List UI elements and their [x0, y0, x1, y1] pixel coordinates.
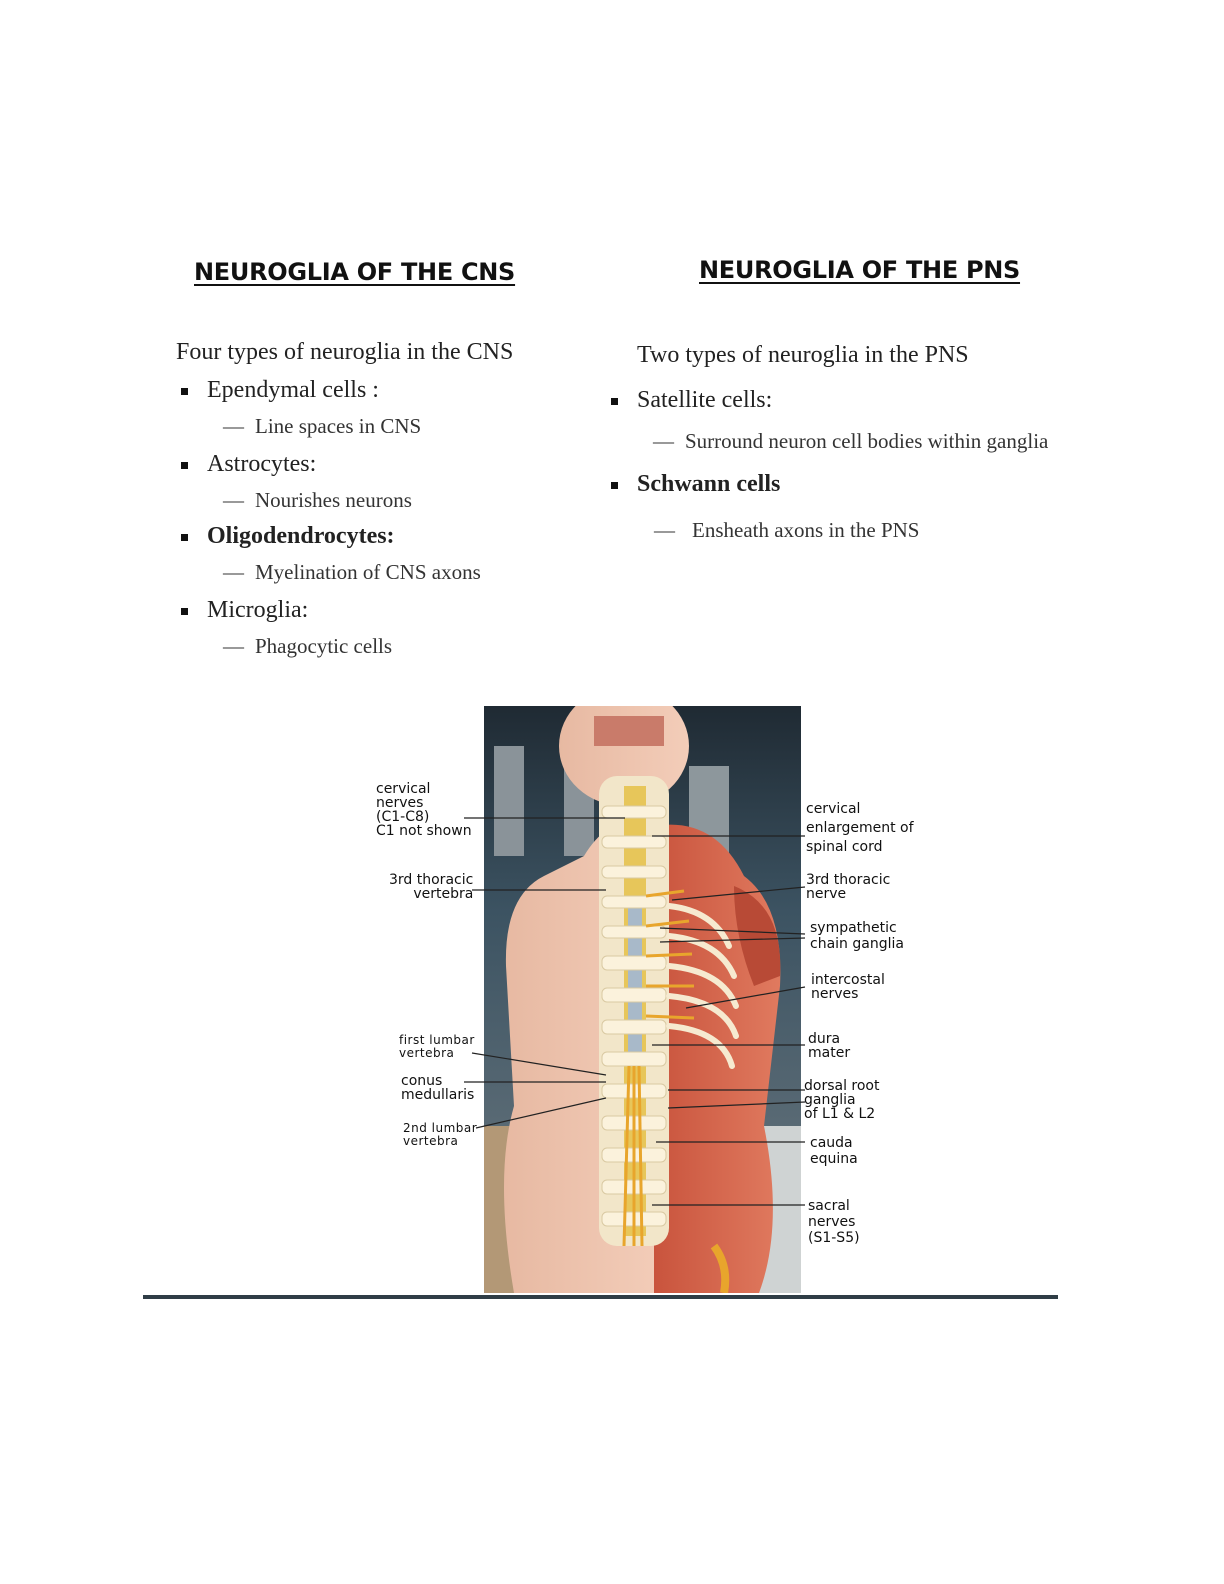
pns-desc-schwann: — Ensheath axons in the PNS — [654, 518, 920, 542]
label-cauda-equina: cauda equina — [810, 1135, 858, 1167]
pns-bullet-satellite: Satellite cells: — [637, 388, 772, 412]
cns-bullet-astrocytes: Astrocytes: — [207, 452, 316, 476]
label-dorsal-root-ganglia: dorsal root ganglia of L1 & L2 — [804, 1078, 880, 1122]
pns-desc-satellite: — Surround neuron cell bodies within ganglia — [653, 429, 1049, 453]
cns-heading: NEUROGLIA OF THE CNS — [194, 258, 516, 286]
label-cervical-nerves: cervical nerves (C1-C8) C1 not shown — [376, 781, 472, 839]
spinal-cord-model-photo — [484, 706, 801, 1293]
label-intercostal-nerves: intercostal nerves — [811, 972, 885, 1002]
cns-desc-microglia: — Phagocytic cells — [223, 634, 393, 658]
cns-desc-oligodendrocytes: — Myelination of CNS axons — [223, 560, 481, 584]
label-cervical-enlargement: cervical enlargement of spinal cord — [806, 801, 914, 855]
label-3rd-thoracic-nerve: 3rd thoracic nerve — [806, 872, 891, 902]
cns-desc-ependymal: — Line spaces in CNS — [223, 414, 422, 438]
pns-bullet-schwann: Schwann cells — [637, 472, 780, 496]
bullet-square-icon — [181, 608, 188, 615]
bullet-square-icon — [611, 398, 618, 405]
label-dura-mater: dura mater — [808, 1031, 851, 1061]
bullet-square-icon — [181, 388, 188, 395]
cns-desc-astrocytes: — Nourishes neurons — [223, 488, 412, 512]
pns-heading: NEUROGLIA OF THE PNS — [699, 256, 1021, 284]
bullet-square-icon — [181, 534, 188, 541]
torso-illustration — [484, 706, 801, 1293]
label-sacral-nerves: sacral nerves (S1-S5) — [808, 1198, 860, 1246]
bullet-square-icon — [611, 482, 618, 489]
label-2nd-lumbar-vertebra: 2nd lumbar vertebra — [403, 1121, 478, 1148]
label-sympathetic-chain-ganglia: sympathetic chain ganglia — [810, 920, 904, 952]
label-first-lumbar-vertebra: first lumbar vertebra — [399, 1033, 475, 1060]
bullet-square-icon — [181, 462, 188, 469]
horizontal-divider — [143, 1295, 1058, 1299]
label-3rd-thoracic-vertebra: 3rd thoracic vertebra — [389, 872, 474, 902]
label-conus-medullaris: conus medullaris — [401, 1073, 475, 1103]
pns-intro: Two types of neuroglia in the PNS — [637, 342, 969, 368]
cns-intro: Four types of neuroglia in the CNS — [176, 339, 514, 365]
cns-bullet-microglia: Microglia: — [207, 598, 308, 622]
cns-bullet-oligodendrocytes: Oligodendrocytes: — [207, 524, 395, 548]
cns-bullet-ependymal: Ependymal cells : — [207, 378, 379, 402]
